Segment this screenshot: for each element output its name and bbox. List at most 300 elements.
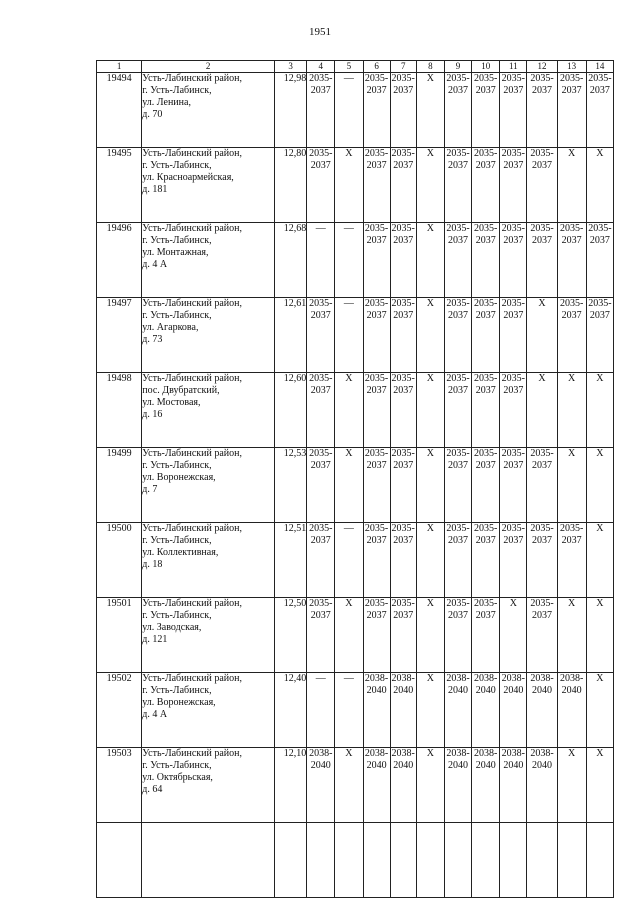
period-text: 2037 [475,310,496,321]
empty-cell [307,823,335,898]
period-text: X [568,598,576,609]
row-number: 19501 [97,598,142,673]
period-text: 2035- [530,523,554,534]
period-text: 2035- [560,298,584,309]
address-line: ул. Коллективная, [142,547,219,558]
period-cell [335,598,363,673]
period-text: X [596,598,604,609]
period-cell [557,448,586,523]
period-text: X [596,448,604,459]
period-text: 2037 [532,235,552,246]
period-cell [586,73,613,148]
period-text: 2035- [391,373,415,384]
period-text: 2035- [446,148,470,159]
address-line: г. Усть-Лабинск, [142,160,212,171]
period-text: 2037 [393,610,414,621]
address-line: г. Усть-Лабинск, [142,85,212,96]
period-text: 2035- [501,223,526,234]
row-number: 19499 [97,448,142,523]
period-text: 2037 [366,160,387,171]
period-text: 2037 [448,160,469,171]
address-line: Усть-Лабинский район, [142,148,242,159]
period-text: 2037 [448,310,469,321]
period-text: 2040 [448,685,469,696]
address-line: Усть-Лабинский район, [142,223,242,234]
period-text: 2038- [501,748,526,759]
period-cell [557,298,586,373]
address-line: д. 7 [142,484,158,495]
period-cell [444,673,471,748]
address-line: Усть-Лабинский район, [142,748,242,759]
period-text: 2037 [393,85,414,96]
period-text: 2035- [309,298,333,309]
period-text: 2035- [446,523,470,534]
address-line: Усть-Лабинский район, [142,373,242,384]
period-cell [527,598,557,673]
area-cell: 12,40 [275,673,307,748]
period-text: X [345,373,353,384]
period-cell [527,673,557,748]
period-text: 2040 [532,760,552,771]
column-number-header: 9 [444,61,471,73]
empty-cell [444,823,471,898]
period-cell [557,598,586,673]
period-text: 2037 [532,85,552,96]
empty-cell [500,823,527,898]
period-cell [335,448,363,523]
address-line: д. 4 А [142,259,168,270]
period-cell [500,223,527,298]
column-number-header: 10 [472,61,500,73]
period-text: 2038- [501,673,526,684]
period-cell [390,148,416,223]
table-row [97,73,614,148]
period-text: 2035- [501,148,526,159]
period-text: X [426,748,434,759]
period-text: X [568,373,576,384]
period-cell [307,73,335,148]
period-cell [557,223,586,298]
column-number-row [97,61,614,73]
address-line: ул. Воронежская, [142,472,216,483]
address-cell [142,298,275,373]
period-cell [307,223,335,298]
period-text: 2035- [309,598,333,609]
period-cell [307,748,335,823]
period-text: 2038- [474,673,498,684]
period-cell [444,598,471,673]
column-number-header: 3 [275,61,307,73]
period-cell [500,748,527,823]
address-line: д. 70 [142,109,163,120]
address-line: д. 181 [142,184,168,195]
period-text: 2038- [391,748,415,759]
period-cell [586,223,613,298]
period-text: — [343,298,354,309]
period-cell [500,523,527,598]
address-line: Усть-Лабинский район, [142,298,242,309]
period-text: 2037 [475,235,496,246]
period-cell [335,373,363,448]
period-cell [527,448,557,523]
period-text: 2035- [446,298,470,309]
period-text: 2037 [475,535,496,546]
empty-cell [97,823,142,898]
period-cell [416,748,444,823]
period-cell [307,523,335,598]
period-cell [527,748,557,823]
table-bottom-edge [97,823,614,898]
table-row [97,523,614,598]
address-line: д. 18 [142,559,163,570]
period-text: 2035- [501,373,526,384]
period-text: X [538,373,546,384]
period-text: 2037 [310,610,331,621]
period-text: 2037 [393,310,414,321]
address-line: Усть-Лабинский район, [142,448,242,459]
table-body [97,73,614,898]
address-line: д. 73 [142,334,163,345]
address-cell [142,748,275,823]
address-line: Усть-Лабинский район, [142,598,242,609]
period-text: X [426,73,434,84]
period-cell [586,748,613,823]
period-cell [500,448,527,523]
period-text: 2037 [503,460,524,471]
address-line: д. 4 А [142,709,168,720]
period-text: 2035- [530,148,554,159]
period-cell [444,73,471,148]
address-line: ул. Агаркова, [142,322,199,333]
period-text: 2037 [393,460,414,471]
period-cell [527,223,557,298]
period-cell [444,373,471,448]
address-line: ул. Октябрьская, [142,772,213,783]
period-text: 2037 [503,310,524,321]
period-text: 2037 [310,85,331,96]
period-cell [390,448,416,523]
period-cell [500,73,527,148]
period-text: 2035- [446,373,470,384]
period-text: X [345,598,353,609]
period-cell [363,673,390,748]
period-cell [586,373,613,448]
empty-cell [142,823,275,898]
period-text: X [509,598,517,609]
period-text: 2035- [364,598,389,609]
period-cell [363,598,390,673]
period-text: 2037 [310,460,331,471]
empty-cell [557,823,586,898]
period-text: 2035- [309,148,333,159]
period-cell [586,523,613,598]
period-cell [363,373,390,448]
period-text: 2038- [391,673,415,684]
period-text: 2035- [364,73,389,84]
column-number-header: 6 [363,61,390,73]
period-text: X [568,448,576,459]
period-cell [363,223,390,298]
page-number: 1951 [309,26,331,38]
period-text: 2035- [501,298,526,309]
period-cell [363,148,390,223]
period-text: X [345,448,353,459]
period-cell [557,748,586,823]
period-text: 2040 [366,760,387,771]
column-number-header: 12 [527,61,557,73]
area-cell: 12,61 [275,298,307,373]
period-cell [335,148,363,223]
period-text: 2035- [501,73,526,84]
period-cell [586,298,613,373]
period-cell [390,223,416,298]
period-text: 2037 [475,85,496,96]
period-cell [444,448,471,523]
period-text: 2035- [446,598,470,609]
period-text: 2038- [446,673,470,684]
period-text: 2035- [560,223,584,234]
area-cell: 12,68 [275,223,307,298]
period-text: 2035- [309,448,333,459]
period-text: 2037 [448,235,469,246]
period-cell [586,673,613,748]
address-line: г. Усть-Лабинск, [142,310,212,321]
period-text: 2035- [391,73,415,84]
period-text: 2035- [446,73,470,84]
period-text: — [343,523,354,534]
address-line: Усть-Лабинский район, [142,73,242,84]
period-text: — [315,673,326,684]
period-text: 2035- [474,148,498,159]
address-cell [142,598,275,673]
period-cell [416,673,444,748]
period-cell [416,373,444,448]
period-cell [416,73,444,148]
period-cell [472,523,500,598]
column-number-header: 2 [142,61,275,73]
address-line: г. Усть-Лабинск, [142,460,212,471]
address-line: ул. Красноармейская, [142,172,234,183]
area-cell: 12,60 [275,373,307,448]
period-text: 2037 [366,235,387,246]
empty-cell [275,823,307,898]
period-cell [527,73,557,148]
column-number-header: 8 [416,61,444,73]
period-text: 2035- [364,523,389,534]
period-text: 2035- [588,73,612,84]
period-cell [472,223,500,298]
row-number: 19498 [97,373,142,448]
address-cell [142,223,275,298]
period-cell [557,373,586,448]
period-cell [390,598,416,673]
period-text: 2035- [530,598,554,609]
period-text: X [426,373,434,384]
period-cell [527,373,557,448]
period-cell [444,148,471,223]
column-number-header: 1 [97,61,142,73]
period-text: 2035- [446,448,470,459]
period-text: 2037 [393,235,414,246]
period-cell [557,148,586,223]
period-text: X [568,748,576,759]
period-cell [390,748,416,823]
area-cell: 12,51 [275,523,307,598]
empty-cell [390,823,416,898]
address-line: г. Усть-Лабинск, [142,235,212,246]
period-text: — [315,223,326,234]
period-text: 2040 [448,760,469,771]
empty-cell [363,823,390,898]
period-text: 2037 [366,385,387,396]
period-cell [527,523,557,598]
period-text: 2037 [532,610,552,621]
period-text: 2037 [503,385,524,396]
period-text: 2040 [503,685,524,696]
column-number-header: 4 [307,61,335,73]
period-text: X [426,223,434,234]
area-cell: 12,50 [275,598,307,673]
row-number: 19503 [97,748,142,823]
period-text: 2035- [474,598,498,609]
period-text: 2037 [310,385,331,396]
address-cell [142,523,275,598]
period-cell [416,298,444,373]
period-text: 2037 [561,235,582,246]
row-number: 19500 [97,523,142,598]
period-text: 2038- [474,748,498,759]
period-text: 2037 [532,535,552,546]
period-text: 2035- [588,223,612,234]
period-cell [390,523,416,598]
period-text: X [426,148,434,159]
address-cell [142,448,275,523]
period-cell [586,148,613,223]
period-text: 2037 [475,160,496,171]
period-text: 2035- [474,298,498,309]
period-text: 2035- [474,448,498,459]
period-text: 2040 [503,760,524,771]
period-cell [500,373,527,448]
period-text: 2040 [532,685,552,696]
period-text: 2035- [474,223,498,234]
period-cell [390,673,416,748]
empty-cell [472,823,500,898]
address-cell [142,673,275,748]
period-text: 2038- [309,748,333,759]
period-cell [363,748,390,823]
period-text: 2037 [589,235,610,246]
period-cell [363,73,390,148]
period-text: 2035- [530,73,554,84]
period-cell [307,373,335,448]
period-text: 2037 [475,610,496,621]
period-cell [363,448,390,523]
table-row [97,598,614,673]
period-text: 2035- [364,448,389,459]
period-text: 2040 [310,760,331,771]
period-text: X [426,673,434,684]
period-cell [390,73,416,148]
period-cell [335,748,363,823]
period-cell [586,598,613,673]
period-text: 2035- [474,523,498,534]
period-text: 2035- [391,298,415,309]
period-text: 2035- [501,523,526,534]
period-cell [416,598,444,673]
period-text: 2035- [501,448,526,459]
address-line: ул. Монтажная, [142,247,209,258]
period-text: 2037 [589,310,610,321]
period-cell [527,298,557,373]
table-row [97,223,614,298]
period-cell [416,523,444,598]
period-cell [416,148,444,223]
period-text: 2037 [366,610,387,621]
period-text: X [345,148,353,159]
period-cell [444,748,471,823]
period-text: 2037 [310,310,331,321]
row-number: 19497 [97,298,142,373]
period-cell [307,148,335,223]
period-text: 2037 [532,460,552,471]
period-text: 2035- [309,373,333,384]
period-text: 2035- [560,523,584,534]
address-cell [142,73,275,148]
period-cell [444,223,471,298]
period-text: 2037 [503,535,524,546]
period-cell [335,523,363,598]
address-cell [142,373,275,448]
period-cell [586,448,613,523]
period-text: 2038- [530,748,554,759]
table-row [97,673,614,748]
period-cell [500,148,527,223]
period-text: 2037 [366,535,387,546]
period-cell [307,448,335,523]
period-cell [390,298,416,373]
address-line: ул. Мостовая, [142,397,201,408]
period-text: 2035- [391,448,415,459]
period-text: 2040 [475,685,496,696]
period-text: 2037 [561,310,582,321]
period-cell [472,298,500,373]
period-text: X [426,298,434,309]
period-text: 2037 [589,85,610,96]
address-line: Усть-Лабинский район, [142,673,242,684]
period-text: 2037 [561,85,582,96]
period-text: 2037 [448,85,469,96]
period-cell [416,448,444,523]
period-text: 2037 [366,460,387,471]
period-cell [557,73,586,148]
period-text: 2037 [475,385,496,396]
period-text: X [426,523,434,534]
column-number-header: 11 [500,61,527,73]
row-number: 19495 [97,148,142,223]
period-text: 2037 [503,85,524,96]
address-cell [142,148,275,223]
period-text: — [343,673,354,684]
period-cell [472,598,500,673]
table-row [97,373,614,448]
period-text: 2037 [448,460,469,471]
period-text: 2040 [561,685,582,696]
period-text: 2037 [503,160,524,171]
period-cell [307,598,335,673]
period-cell [472,148,500,223]
period-cell [335,673,363,748]
